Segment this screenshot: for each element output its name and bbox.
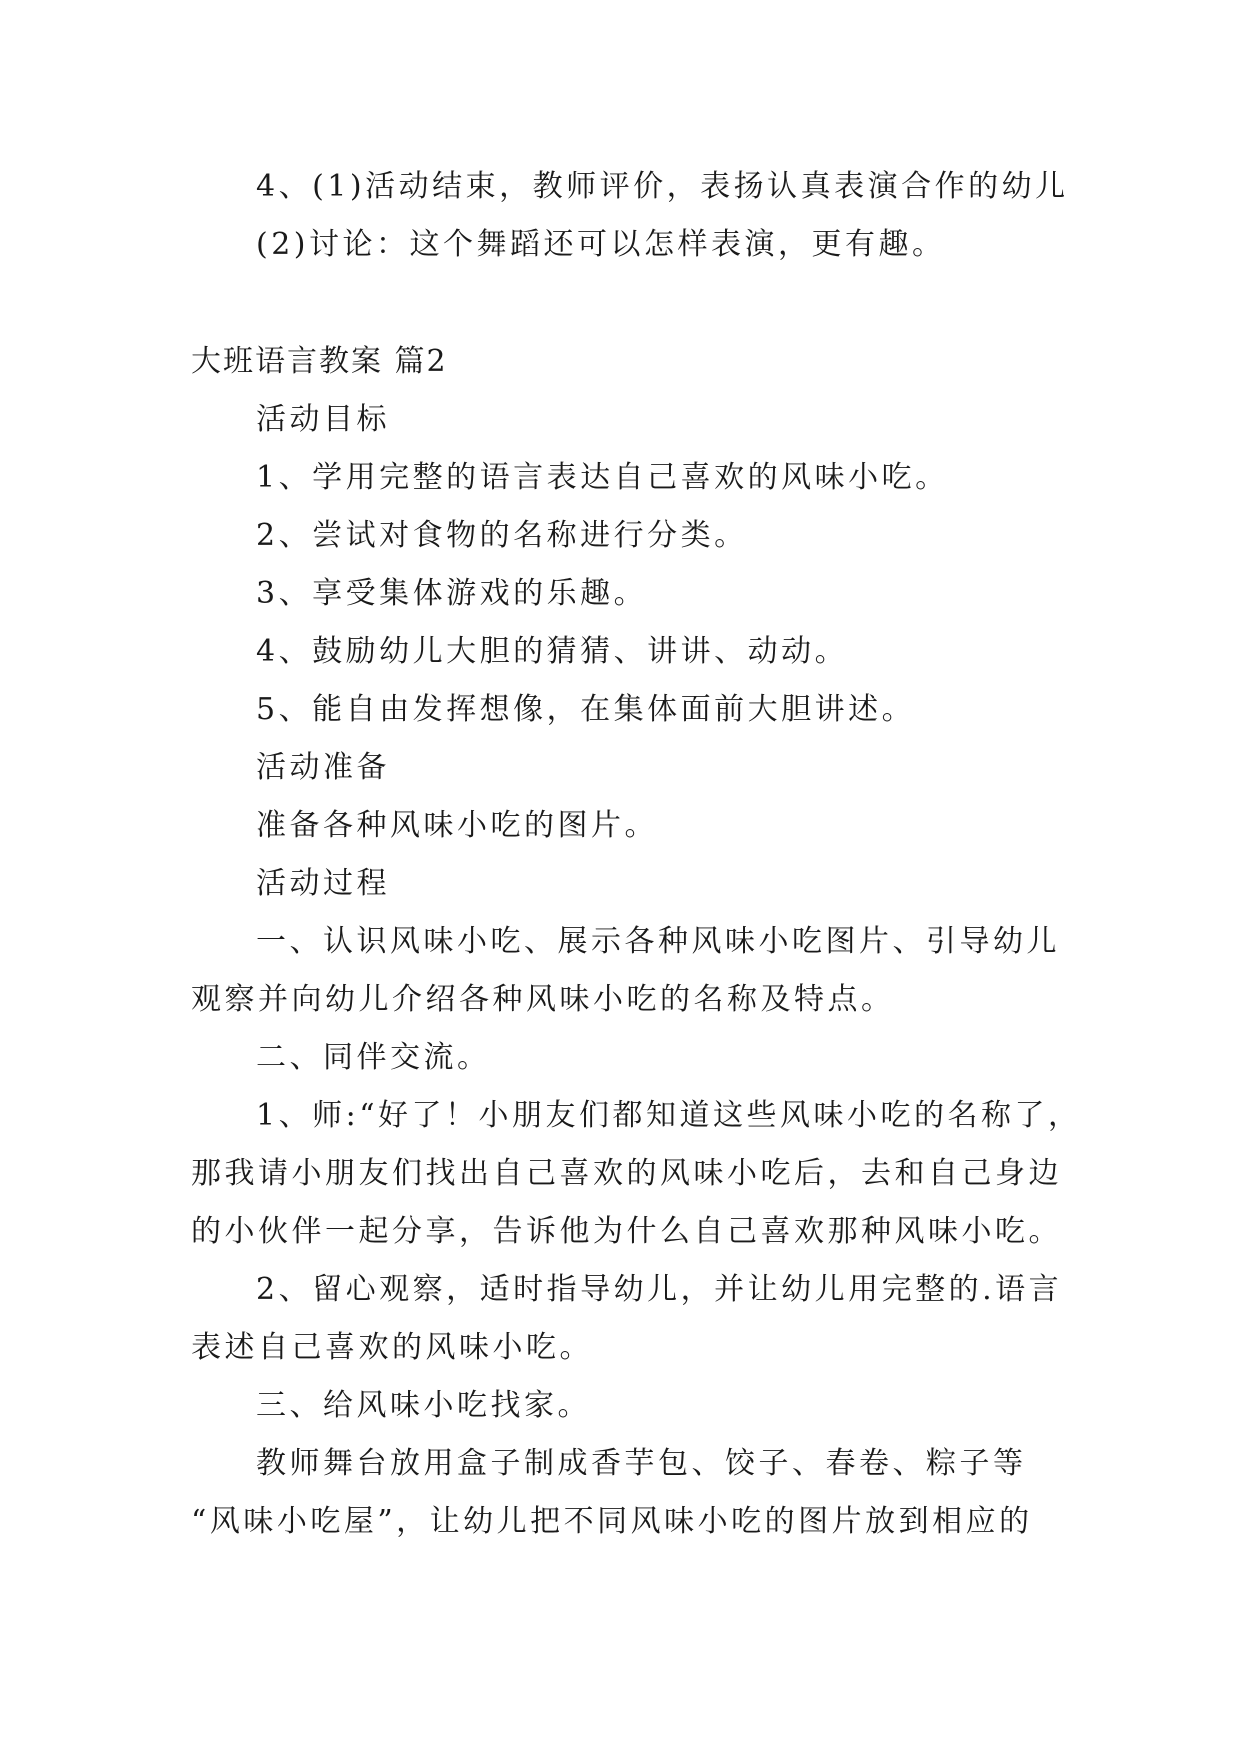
paragraph-line: 的小伙伴一起分享，告诉他为什么自己喜欢那种风味小吃。 — [191, 1214, 1062, 1249]
paragraph-line: 4、(1)活动结束，教师评价，表扬认真表演合作的幼儿 — [256, 169, 1069, 204]
paragraph-line: 那我请小朋友们找出自己喜欢的风味小吃后，去和自己身边 — [191, 1156, 1062, 1191]
paragraph-line: 2、留心观察，适时指导幼儿，并让幼儿用完整的.语言 — [256, 1272, 1063, 1307]
list-item: 5、能自由发挥想像，在集体面前大胆讲述。 — [256, 692, 916, 727]
section-title: 大班语言教案 篇2 — [191, 344, 448, 379]
paragraph-line: 教师舞台放用盒子制成香芋包、饺子、春卷、粽子等 — [256, 1446, 1027, 1481]
section-heading: 活动过程 — [256, 866, 390, 901]
paragraph-line: 准备各种风味小吃的图片。 — [256, 808, 658, 843]
list-item: 3、享受集体游戏的乐趣。 — [256, 576, 648, 611]
paragraph-line: 二、同伴交流。 — [256, 1040, 491, 1075]
section-heading: 活动准备 — [256, 750, 390, 785]
list-item: 1、学用完整的语言表达自己喜欢的风味小吃。 — [256, 460, 949, 495]
paragraph-line: 一、认识风味小吃、展示各种风味小吃图片、引导幼儿 — [256, 924, 1060, 959]
paragraph-line: 表述自己喜欢的风味小吃。 — [191, 1330, 593, 1365]
paragraph-line: (2)讨论：这个舞蹈还可以怎样表演，更有趣。 — [256, 227, 946, 262]
paragraph-line: 1、师:“好了！小朋友们都知道这些风味小吃的名称了， — [256, 1098, 1082, 1133]
section-heading: 活动目标 — [256, 402, 390, 437]
paragraph-line: 观察并向幼儿介绍各种风味小吃的名称及特点。 — [191, 982, 895, 1017]
paragraph-line: “风味小吃屋”，让幼儿把不同风味小吃的图片放到相应的 — [191, 1504, 1033, 1539]
list-item: 2、尝试对食物的名称进行分类。 — [256, 518, 748, 553]
paragraph-line: 三、给风味小吃找家。 — [256, 1388, 591, 1423]
list-item: 4、鼓励幼儿大胆的猜猜、讲讲、动动。 — [256, 634, 849, 669]
